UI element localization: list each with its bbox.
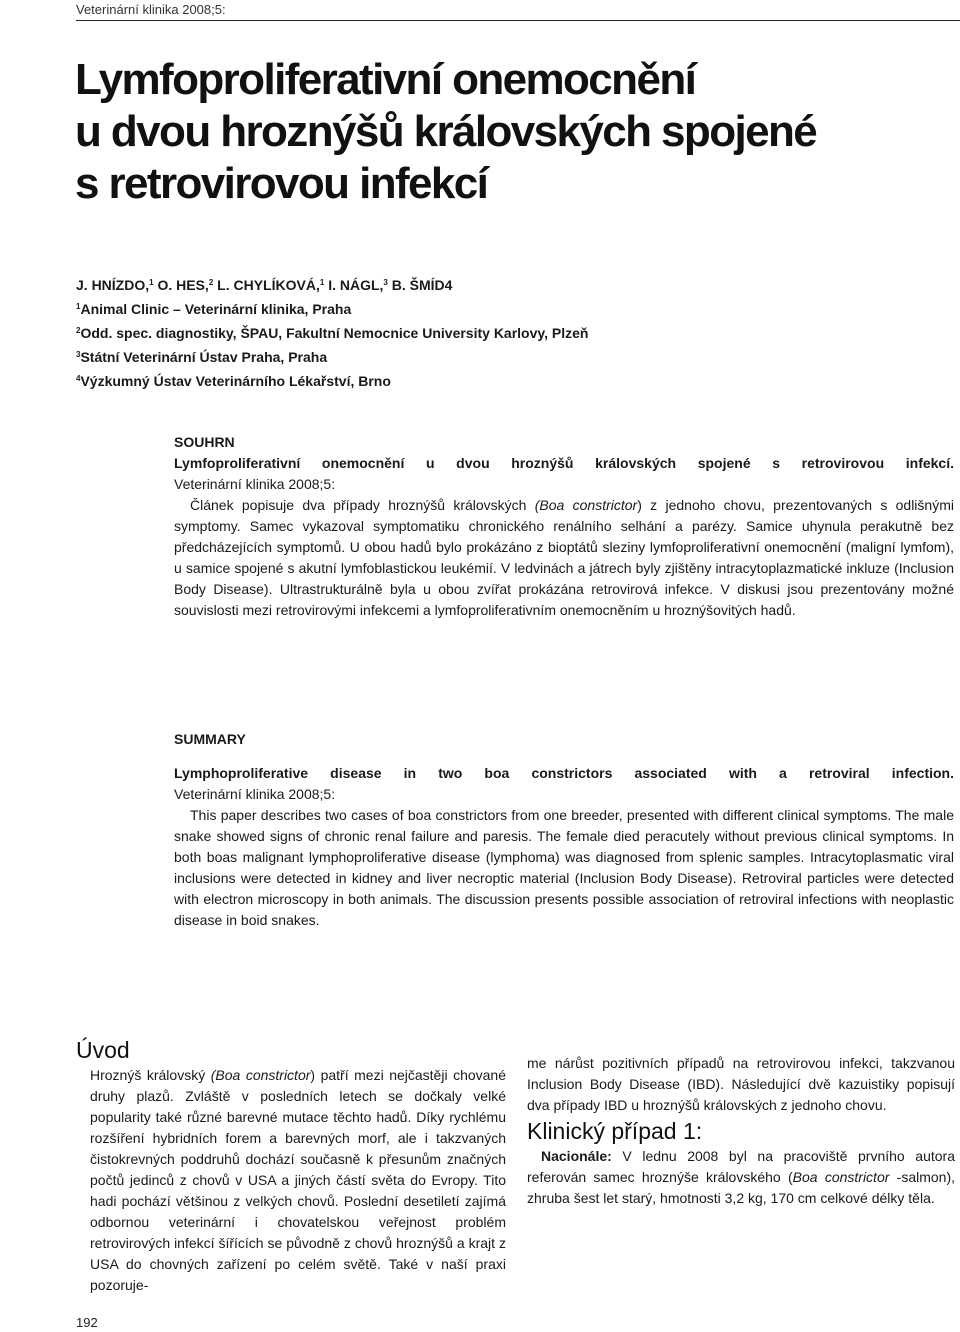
abstract-cz-citation: Veterinární klinika 2008;5:	[174, 476, 336, 492]
abstract-en	[174, 729, 954, 931]
abstract-en-citation: Veterinární klinika 2008;5:	[174, 786, 336, 802]
affiliation	[76, 296, 588, 320]
affiliation-sup: 4	[76, 374, 81, 383]
affiliation-sup: 3	[76, 350, 81, 359]
affiliation-text: Odd. spec. diagnostiky, ŠPAU, Fakultní Nemocnice University Karlovy, Plzeň	[80, 325, 589, 341]
page-number: 192	[76, 1315, 98, 1330]
species-name: (Boa constrictor	[534, 497, 638, 513]
article-title	[75, 54, 935, 210]
author-name: J. HNÍZDO,	[76, 277, 150, 293]
text-run: -salmon), zhruba šest let starý, hmotnosti 3,2 kg, 170 cm celkové délky těla.	[527, 1169, 956, 1206]
abstract-en-body: This paper describes two cases of boa constrictors from one breeder, presented with different clinical symptoms. The male snake showed signs of chronic renal failure and paresis. The female died peracutely without previous clinical symptoms. In both boas malignant lymphoproliferative disease (lymphoma) was diagnosed from splenic samples. Intracytoplasmatic viral inclusions were detected in kidney and liver necroptic material (Inclusion Body Disease). Retroviral particles were detected with electron microscopy in both animals. The discussion presents possible association of retroviral infections with neoplastic disease in boid snakes.	[174, 807, 954, 928]
author-name: O. HES,	[157, 277, 209, 293]
affiliation	[76, 320, 588, 344]
author-sup: 3	[383, 278, 388, 287]
abstract-en-label: SUMMARY	[174, 731, 246, 747]
column-right	[527, 1053, 955, 1209]
author-sup: 1	[149, 278, 154, 287]
species-name: (Boa constrictor	[210, 1067, 311, 1083]
running-header: Veterinární klinika 2008;5:	[76, 2, 226, 17]
author-sup: 2	[208, 278, 214, 287]
title-line: s retrovirovou infekcí	[75, 159, 488, 208]
text-run: Hroznýš královský	[90, 1067, 211, 1083]
affiliation-sup: 2	[76, 326, 81, 335]
affiliation-text: Státní Veterinární Ústav Praha, Praha	[80, 349, 328, 365]
title-line: u dvou hroznýšů královských spojené	[75, 107, 817, 156]
affiliation-text: Výzkumný Ústav Veterinárního Lékařství, Brno	[80, 373, 391, 389]
abstract-cz-label: SOUHRN	[174, 434, 235, 450]
title-line: Lymfoproliferativní onemocnění	[75, 55, 696, 104]
case-label: Nacionále:	[541, 1148, 612, 1164]
abstract-en-title: Lymphoproliferative disease in two boa constrictors associated with a retroviral infection.	[174, 765, 954, 781]
text-run: Článek popisuje dva případy hroznýšů královských	[190, 497, 535, 513]
author-name: B. ŠMÍD4	[391, 277, 453, 293]
abstract-cz-title: Lymfoproliferativní onemocnění u dvou hroznýšů královských spojené s retrovirovou infekcí.	[174, 455, 954, 471]
abstract-cz	[174, 432, 954, 621]
text-run: ) patří mezi nejčastěji chované druhy plazů. Zvláště v posledních letech se dočkaly velké popularity také různé barevné mutace těchto hadů. Díky rychlému rozšíření hybridních forem a barevných morf, ale i takzvaných čistokrevných poddruhů dochází současně k přesunům značných počtů jedinců z chovů v USA a jiných částí světa do Evropy. Tito hadi pochází většinou z velkých chovů. Poslední desetiletí zajímá odbornou veterinární i chovatelskou veřejnost problém retrovirových infekcí šířících se původně z chovů hroznýšů a krajt z USA do chovných zařízení po celém světě. Také v naší praxi pozoruje-	[90, 1067, 507, 1293]
section-heading-uvod: Úvod	[76, 1037, 130, 1063]
text-run: V lednu 2008 byl na pracoviště prvního autora referován samec hroznýše královského (	[527, 1148, 955, 1185]
uvod-paragraph	[76, 1065, 506, 1296]
author-block	[76, 272, 588, 392]
author-name: L. CHYLÍKOVÁ,	[217, 277, 320, 293]
text-run: ) z jednoho chovu, prezentovaných s odlišnými symptomy. Samec vykazoval symptomatiku chronického renálního selhání a parézy. Samice uhynula perakutně bez předcházejících symptomů. U obou hadů bylo prokázáno z bioptátů sleziny lymfoproliferativní onemocnění (maligní lymfom), u samice spojené s akutní lymfoblastickou leukémií. V ledvinách a játrech byly zjištěny intracytoplazmatické inkluze (Inclusion Body Disease). Ultrastrukturálně byla u obou zvířat prokázána retrovirová infekce. V diskusi jsou prezentovány možné souvislosti mezi retrovirovými infekcemi a lymfoproliferativním onemocněním u hroznýšovitých hadů.	[174, 497, 954, 618]
author-list	[76, 272, 588, 296]
author-name: I. NÁGL,	[328, 277, 384, 293]
spacer	[174, 750, 954, 763]
abstract-cz-body	[174, 495, 954, 621]
column-left	[76, 1035, 506, 1296]
author-sup: 1	[319, 278, 325, 287]
species-name: Boa constrictor	[792, 1169, 890, 1185]
case1-paragraph	[527, 1146, 955, 1209]
affiliation	[76, 368, 588, 392]
affiliation	[76, 344, 588, 368]
header-rule	[76, 20, 960, 21]
affiliation-sup: 1	[76, 302, 81, 311]
affiliation-text: Animal Clinic – Veterinární klinika, Praha	[80, 301, 352, 317]
uvod-continuation: me nárůst pozitivních případů na retrovirovou infekci, takzvanou Inclusion Body Disease (IBD). Následující dvě kazuistiky popisují dva případy IBD u hroznýšů královských z jednoho chovu.	[527, 1055, 955, 1113]
section-heading-case1: Klinický případ 1:	[527, 1118, 703, 1144]
